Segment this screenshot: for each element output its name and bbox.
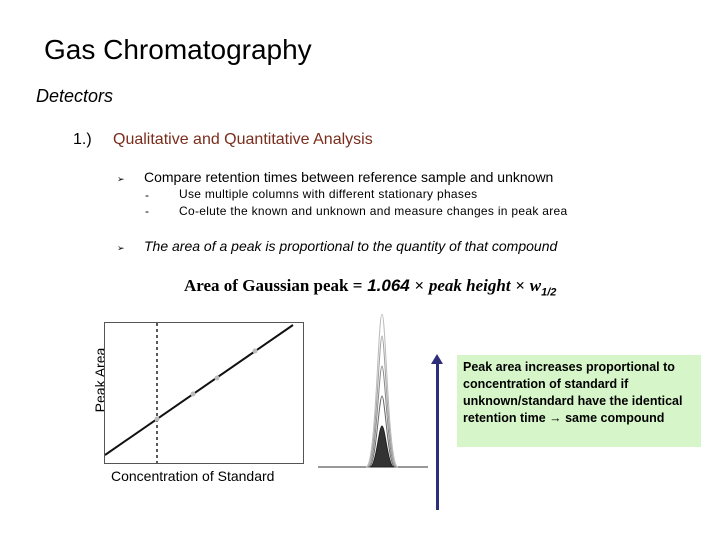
chromatogram-peaks xyxy=(318,314,428,475)
x-axis-label: Concentration of Standard xyxy=(111,468,275,484)
bullet-text: Compare retention times between reference sample and unknown xyxy=(144,169,554,185)
formula-times: × xyxy=(414,276,425,295)
gaussian-area-formula xyxy=(184,276,556,298)
up-arrow-icon xyxy=(431,354,443,364)
sub-bullet-marker: - xyxy=(145,204,149,218)
calibration-line-svg xyxy=(105,323,303,463)
bullet-arrow-icon: ➢ xyxy=(117,174,125,184)
sub-bullet-text: Co-elute the known and unknown and measure changes in peak area xyxy=(179,204,568,218)
data-point xyxy=(155,417,160,422)
bullet-text: The area of a peak is proportional to the quantity of that compound xyxy=(144,238,558,254)
slide-subtitle: Detectors xyxy=(36,86,114,106)
calibration-line xyxy=(105,325,293,455)
peaks-svg xyxy=(318,314,428,470)
formula-left: Area of Gaussian peak = xyxy=(184,276,363,295)
data-point xyxy=(191,392,196,397)
slide-title: Gas Chromatography xyxy=(44,34,312,65)
sub-bullet-text: Use multiple columns with different stationary phases xyxy=(179,187,478,201)
data-point xyxy=(215,376,220,381)
calibration-graph xyxy=(104,322,304,464)
increase-arrow-shaft xyxy=(436,362,439,510)
bullet-arrow-icon: ➢ xyxy=(117,243,125,253)
sub-bullet-marker: - xyxy=(145,188,149,202)
formula-times2: × xyxy=(515,276,526,295)
formula-subscript: 1/2 xyxy=(541,286,557,299)
section-number: 1.) xyxy=(73,131,92,148)
data-point xyxy=(253,349,258,354)
y-axis-label: Peak Area xyxy=(92,347,108,413)
section-heading: Qualitative and Quantitative Analysis xyxy=(113,131,373,148)
explanation-note: Peak area increases proportional to concentration of standard if unknown/standard have the identical retention time → same compound xyxy=(457,355,701,447)
formula-term: peak height xyxy=(428,276,511,295)
formula-coef: 1.064 xyxy=(367,276,410,295)
formula-w: w xyxy=(529,276,542,295)
